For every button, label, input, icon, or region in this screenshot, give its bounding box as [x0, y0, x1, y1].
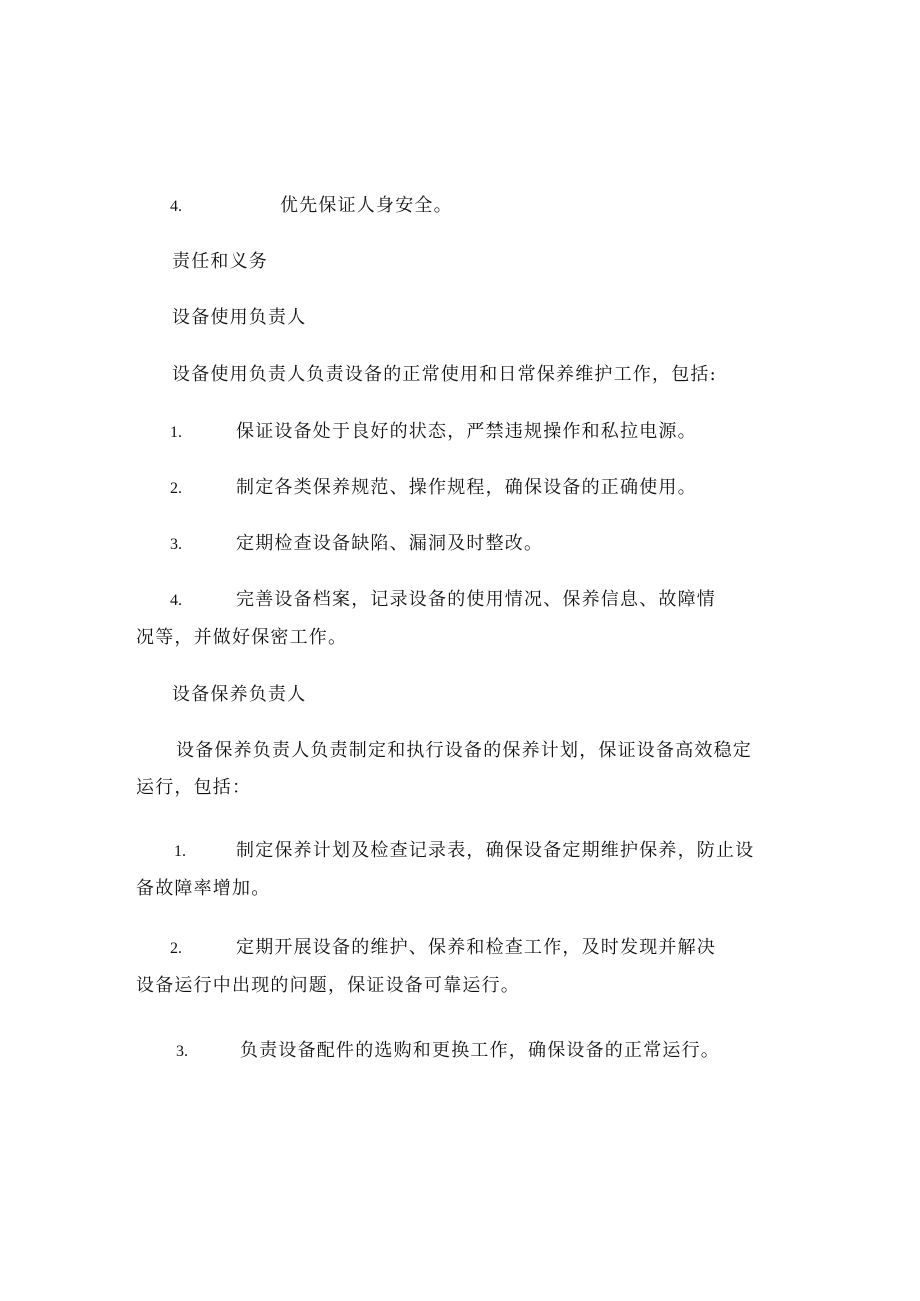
list-item-text: 制定保养计划及检查记录表，确保设备定期维护保养，防止设: [236, 840, 755, 861]
list-number: 1.: [174, 843, 186, 860]
paragraph: 设备保养负责人负责制定和执行设备的保养计划，保证设备高效稳定: [176, 740, 752, 761]
list-item-text: 定期检查设备缺陷、漏洞及时整改。: [236, 533, 544, 554]
list-number: 3.: [176, 1043, 188, 1060]
list-item-text-continued: 设备运行中出现的问题，保证设备可靠运行。: [136, 975, 520, 996]
list-number: 2.: [170, 940, 182, 957]
list-item-text-continued: 况等，并做好保密工作。: [136, 627, 348, 648]
list-item-text: 完善设备档案，记录设备的使用情况、保养信息、故障情: [236, 589, 716, 610]
paragraph-continued: 运行，包括：: [136, 777, 252, 798]
list-number: 3.: [170, 536, 182, 553]
subsection-heading: 设备保养负责人: [172, 684, 307, 705]
section-heading: 责任和义务: [172, 251, 268, 272]
list-item-text: 制定各类保养规范、操作规程，确保设备的正确使用。: [236, 477, 697, 498]
list-item-text: 定期开展设备的维护、保养和检查工作，及时发现并解决: [236, 937, 716, 958]
paragraph: 设备使用负责人负责设备的正常使用和日常保养维护工作，包括:: [172, 364, 717, 385]
list-item-text: 负责设备配件的选购和更换工作，确保设备的正常运行。: [240, 1040, 720, 1061]
list-number: 4.: [170, 592, 182, 609]
subsection-heading: 设备使用负责人: [172, 307, 307, 328]
list-item-text: 优先保证人身安全。: [280, 195, 453, 216]
list-number: 2.: [170, 480, 182, 497]
list-number: 4.: [170, 198, 182, 215]
list-number: 1.: [170, 424, 182, 441]
list-item-text: 保证设备处于良好的状态，严禁违规操作和私拉电源。: [236, 421, 697, 442]
list-item-text-continued: 备故障率增加。: [136, 878, 271, 899]
